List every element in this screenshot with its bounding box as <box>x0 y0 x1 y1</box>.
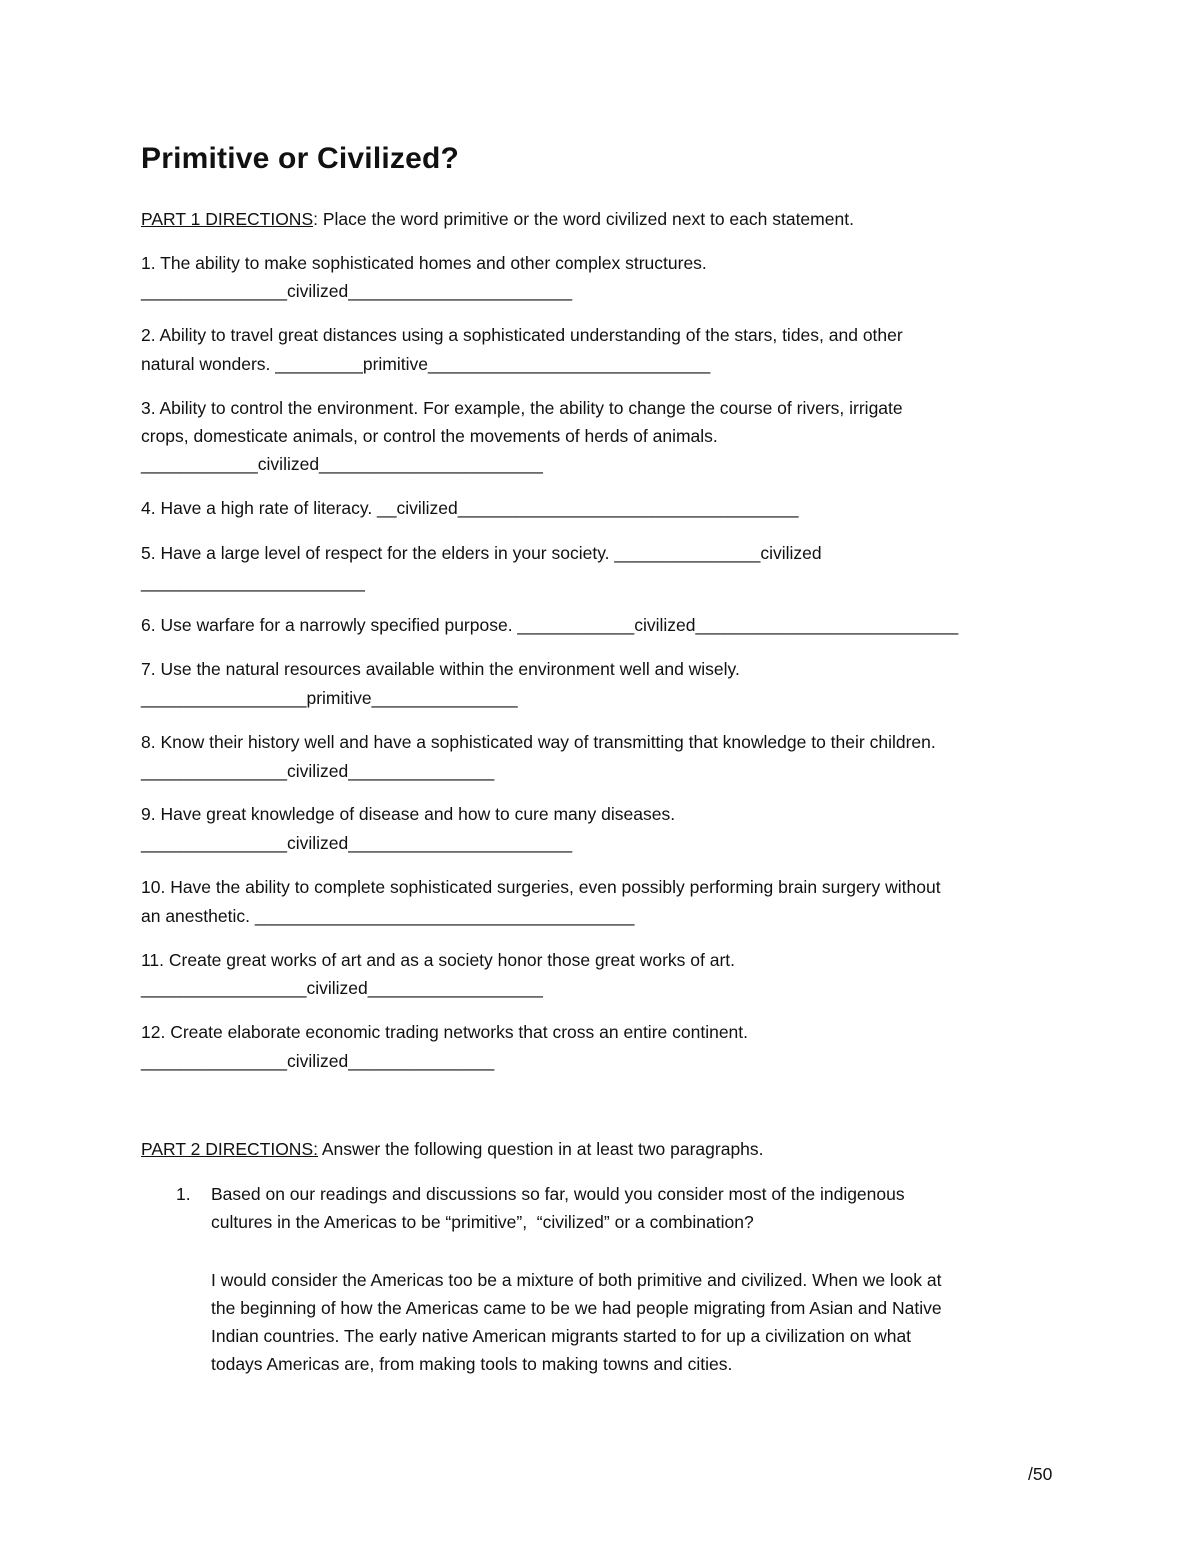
part2-question-line-1: Based on our readings and discussions so far, would you consider most of the indigenous <box>211 1184 905 1204</box>
part2-label: PART 2 DIRECTIONS: <box>141 1139 318 1159</box>
part1-label: PART 1 DIRECTIONS <box>141 209 314 229</box>
question-8: 8. Know their history well and have a sophisticated way of transmitting that knowledge to their children. <box>141 732 936 752</box>
answer-7: _________________primitive_______________ <box>141 688 518 708</box>
answer-9: _______________civilized_______________________ <box>141 833 573 853</box>
answer-1: _______________civilized_______________________ <box>141 281 573 301</box>
question-1: 1. The ability to make sophisticated homes and other complex structures. <box>141 253 707 273</box>
page-title: Primitive or Civilized? <box>141 142 460 175</box>
part2-text: Answer the following question in at least two paragraphs. <box>317 1139 764 1159</box>
question-2: 2. Ability to travel great distances using a sophisticated understanding of the stars, tides, and other <box>141 325 903 345</box>
question-10-cont: an anesthetic. _______________________________________ <box>141 906 635 926</box>
answer-8: _______________civilized_______________ <box>141 761 495 781</box>
answer-paragraph-line-2: the beginning of how the Americas came to be we had people migrating from Asian and Native <box>211 1298 942 1318</box>
question-10: 10. Have the ability to complete sophisticated surgeries, even possibly performing brain surgery without <box>141 877 941 897</box>
answer-11: _________________civilized__________________ <box>141 978 543 998</box>
question-12: 12. Create elaborate economic trading networks that cross an entire continent. <box>141 1022 749 1042</box>
list-number: 1. <box>176 1184 191 1204</box>
part1-directions <box>141 205 854 233</box>
answer-paragraph-line-1: I would consider the Americas too be a mixture of both primitive and civilized. When we look at <box>211 1270 942 1290</box>
answer-5: _______________________ <box>141 572 365 592</box>
part2-directions <box>141 1135 764 1163</box>
answer-3: ____________civilized_______________________ <box>141 454 543 474</box>
question-6: 6. Use warfare for a narrowly specified purpose. ____________civilized___________________________ <box>141 615 959 635</box>
question-9: 9. Have great knowledge of disease and how to cure many diseases. <box>141 804 676 824</box>
question-4: 4. Have a high rate of literacy. __civilized___________________________________ <box>141 498 799 518</box>
question-11: 11. Create great works of art and as a society honor those great works of art. <box>141 950 736 970</box>
answer-paragraph-line-3: Indian countries. The early native American migrants started to for up a civilization on what <box>211 1326 912 1346</box>
answer-12: _______________civilized_______________ <box>141 1051 495 1071</box>
answer-paragraph-line-4: todays Americas are, from making tools to making towns and cities. <box>211 1354 733 1374</box>
part2-question-line-2: cultures in the Americas to be “primitive”, “civilized” or a combination? <box>211 1212 754 1232</box>
question-3: 3. Ability to control the environment. For example, the ability to change the course of rivers, irrigate <box>141 398 903 418</box>
score-total: /50 <box>1028 1464 1053 1484</box>
answer-2: natural wonders. _________primitive_____________________________ <box>141 354 711 374</box>
part1-text: : Place the word primitive or the word civilized next to each statement. <box>313 209 854 229</box>
question-5: 5. Have a large level of respect for the elders in your society. _______________civilized <box>141 543 822 563</box>
question-7: 7. Use the natural resources available within the environment well and wisely. <box>141 659 740 679</box>
question-3-cont: crops, domesticate animals, or control the movements of herds of animals. <box>141 426 718 446</box>
